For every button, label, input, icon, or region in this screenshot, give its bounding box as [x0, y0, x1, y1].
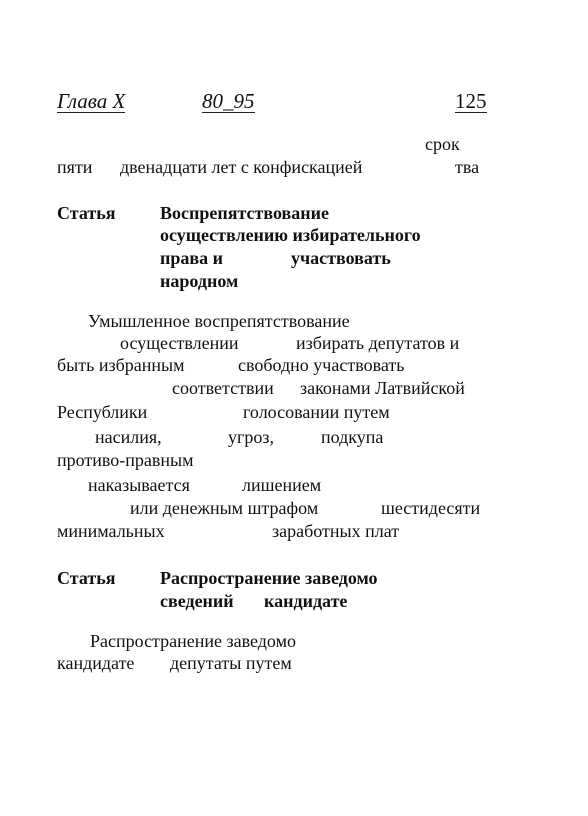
body-line: кандидате — [57, 653, 135, 673]
page-number: 125 — [455, 89, 487, 113]
article-title: участвовать — [291, 248, 391, 268]
article-title: кандидате — [264, 591, 348, 611]
text-line: тва — [455, 157, 480, 177]
body-line: быть избранным — [57, 355, 185, 375]
article-title: права и — [160, 248, 223, 268]
body-line: шестидесяти — [381, 498, 481, 518]
body-line: Распространение заведомо — [90, 631, 296, 651]
body-line: заработных плат — [272, 521, 400, 541]
body-line: лишением — [242, 475, 322, 495]
article-label: Статья — [57, 203, 116, 223]
article-label: Статья — [57, 568, 116, 588]
article-title: Воспрепятствование — [160, 203, 329, 223]
article-title: осуществлению избирательного — [160, 225, 421, 245]
body-line: депутаты путем — [170, 653, 292, 673]
text-line: пяти — [57, 157, 93, 177]
body-line: свободно участвовать — [238, 355, 405, 375]
article-range: 80_95 — [202, 89, 255, 113]
body-line: законами Латвийской — [300, 378, 465, 398]
body-line: насилия, — [95, 427, 162, 447]
text-line: срок — [425, 134, 460, 154]
body-line: избирать депутатов и — [296, 333, 460, 353]
body-line: или денежным штрафом — [130, 498, 319, 518]
body-line: Умышленное воспрепятствование — [88, 311, 350, 331]
body-line: Республики — [57, 402, 148, 422]
body-line: соответствии — [172, 378, 274, 398]
text-line: двенадцати лет с конфискацией — [120, 157, 363, 177]
body-line: голосовании путем — [243, 402, 390, 422]
article-title: народном — [160, 271, 239, 291]
article-title: сведений — [160, 591, 234, 611]
chapter-header: Глава X — [57, 89, 126, 113]
body-line: угроз, — [228, 427, 274, 447]
body-line: минимальных — [57, 521, 165, 541]
body-line: противо-правным — [57, 450, 194, 470]
body-line: подкупа — [321, 427, 384, 447]
article-title: Распространение заведомо — [160, 568, 378, 588]
body-line: наказывается — [88, 475, 190, 495]
body-line: осуществлении — [120, 333, 239, 353]
